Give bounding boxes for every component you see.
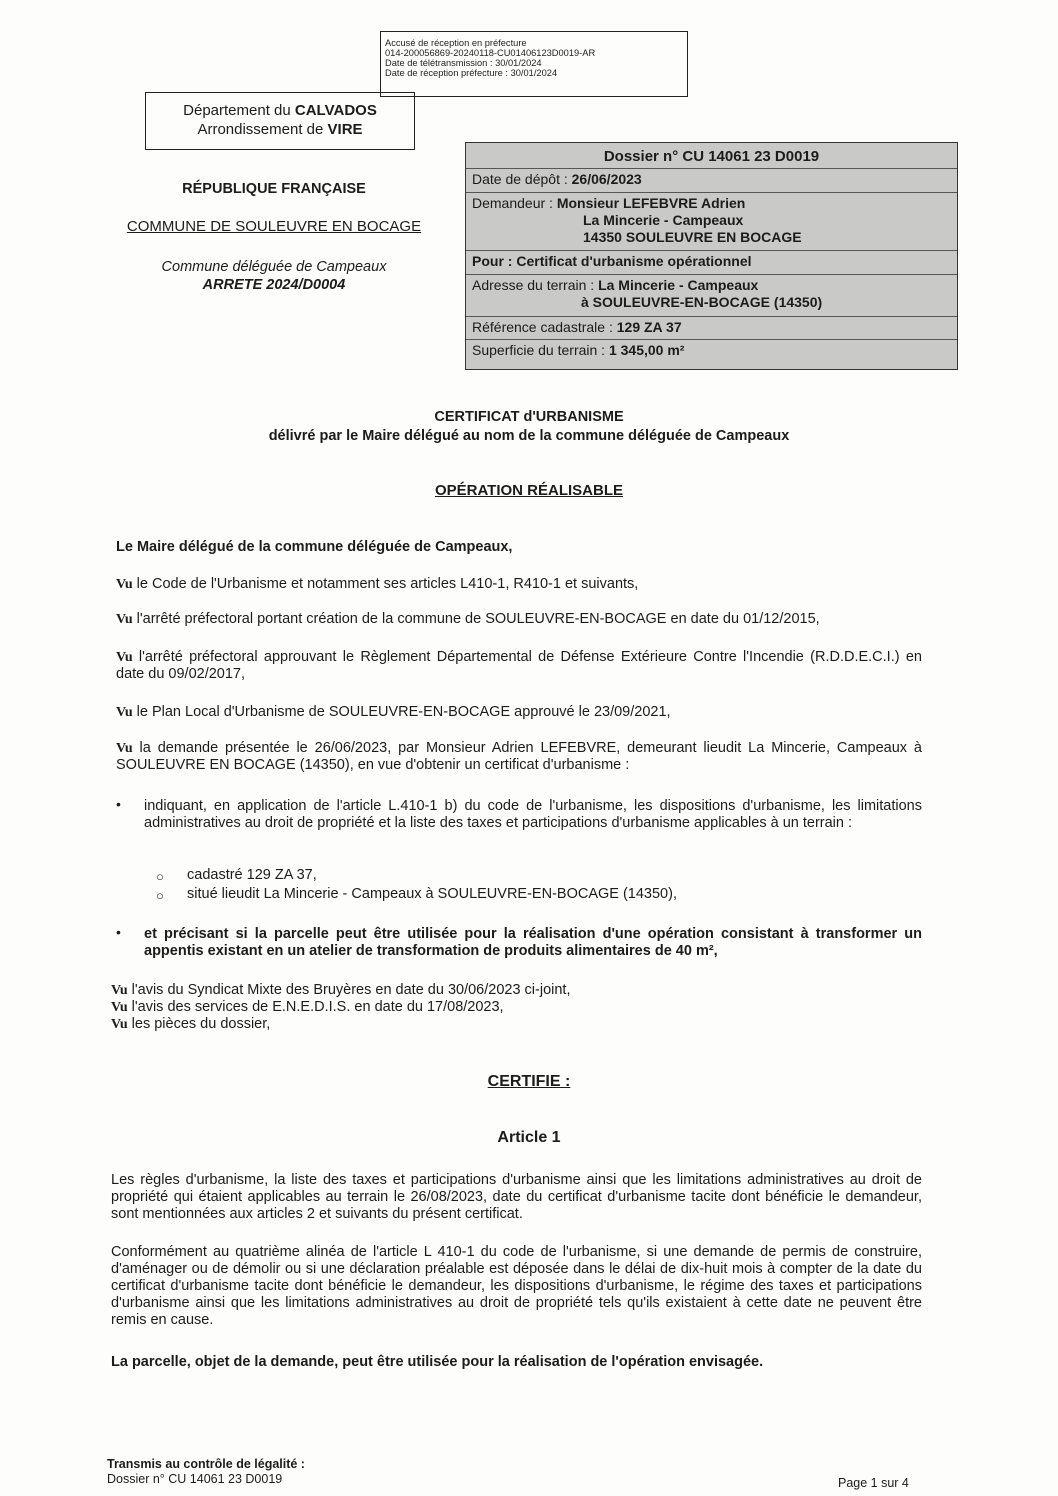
vu-paragraph xyxy=(116,704,922,721)
certificat-title: CERTIFICAT d'URBANISME xyxy=(434,409,624,425)
depot-label: Date de dépôt : xyxy=(472,171,572,187)
footer-transmission xyxy=(107,1457,305,1487)
footer-dossier-number: Dossier n° CU 14061 23 D0019 xyxy=(107,1472,283,1486)
vu-paragraph xyxy=(116,649,922,683)
reception-stamp xyxy=(380,31,688,97)
reference-label: Référence cadastrale : xyxy=(472,319,617,335)
article-paragraph: Conformément au quatrième alinéa de l'article L 410-1 du code de l'urbanisme, si une demande de permis de construire, d'aménager ou de démolir ou si une déclaration préalable est déposée dans le délai de dix-huit mois à compter de la date du certificat d'urbanisme tacite dont bénéficie le demandeur, les dispositions d'urbanisme, le régime des taxes et participations d'urbanisme ainsi que les limitations administratives au droit de propriété tels qu'ils existaient à cette date ne peuvent être remis en cause. xyxy=(111,1244,922,1328)
commune-deleguee-block xyxy=(124,258,424,294)
superficie-value: 1 345,00 m² xyxy=(608,342,685,358)
department-box xyxy=(145,92,415,150)
vu-word: Vu xyxy=(116,705,133,720)
reference-value: 129 ZA 37 xyxy=(616,319,682,335)
certificat-subtitle: délivré par le Maire délégué au nom de la commune déléguée de Campeaux xyxy=(268,428,790,444)
stamp-line: Accusé de réception en préfecture xyxy=(385,38,527,48)
article-paragraph: Les règles d'urbanisme, la liste des taxes et participations d'urbanisme ainsi que les limitations administratives au droit de propriété qui étaient applicables au terrain le 26/08/2023, date du certificat d'urbanisme tacite dont bénéficie le demandeur, sont mentionnées aux articles 2 et suivants du présent certificat. xyxy=(111,1172,922,1222)
vu-word: Vu xyxy=(116,741,133,756)
stamp-line: Date de télétransmission : 30/01/2024 xyxy=(385,58,542,68)
dossier-table xyxy=(465,142,958,370)
superficie-label: Superficie du terrain : xyxy=(472,342,609,358)
conclusion-paragraph: La parcelle, objet de la demande, peut être utilisée pour la réalisation de l'opération envisagée. xyxy=(111,1354,764,1370)
vu-paragraph xyxy=(116,611,922,628)
vu-text: l'arrêté préfectoral portant création de la commune de SOULEUVRE-EN-BOCAGE en date du 01/12/2015, xyxy=(132,611,820,627)
vu-text: le Plan Local d'Urbanisme de SOULEUVRE-EN-BOCAGE approuvé le 23/09/2021, xyxy=(132,704,671,720)
republique-heading: RÉPUBLIQUE FRANÇAISE xyxy=(182,181,366,197)
vu-line xyxy=(111,999,504,1016)
bullet-text: et précisant si la parcelle peut être utilisée pour la réalisation d'une opération consistant à transformer un appentis existant en un atelier de transformation de produits alimentaires de 40 m², xyxy=(144,926,922,959)
dossier-row-reference xyxy=(466,317,957,340)
dossier-number: Dossier n° CU 14061 23 D0019 xyxy=(466,143,957,169)
dossier-row-pour xyxy=(466,251,957,275)
vu-word: Vu xyxy=(111,1017,128,1032)
circle-bullet-icon: ○ xyxy=(156,888,164,903)
department-label: Département du xyxy=(183,102,295,119)
vu-text: l'avis des services de E.N.E.D.I.S. en date du 17/08/2023, xyxy=(127,999,504,1015)
vu-text: la demande présentée le 26/06/2023, par Monsieur Adrien LEFEBVRE, demeurant lieudit La Mincerie, Campeaux à SOULEUVRE EN BOCAGE (14350), en vue d'obtenir un certificat d'urbanisme : xyxy=(116,740,922,773)
vu-text: l'arrêté préfectoral approuvant le Règlement Départemental de Défense Extérieure Contre l'Incendie (R.D.D.E.C.I.) en date du 09/02/2017, xyxy=(116,649,922,682)
arrondissement-line xyxy=(146,120,414,139)
vu-text: l'avis du Syndicat Mixte des Bruyères en date du 30/06/2023 ci-joint, xyxy=(127,982,571,998)
maire-line: Le Maire délégué de la commune déléguée de Campeaux, xyxy=(116,539,513,555)
stamp-line: 014-200056869-20240118-CU01406123D0019-AR xyxy=(385,48,596,58)
demandeur-name: Monsieur LEFEBVRE Adrien xyxy=(556,195,746,211)
certifie-heading: CERTIFIE : xyxy=(487,1073,571,1090)
department-line xyxy=(146,101,414,120)
page-number: Page 1 sur 4 xyxy=(838,1476,909,1490)
vu-line xyxy=(111,1016,270,1033)
dossier-row-superficie xyxy=(466,340,957,367)
adresse-value: à SOULEUVRE-EN-BOCAGE (14350) xyxy=(581,294,823,310)
vu-text: le Code de l'Urbanisme et notamment ses articles L410-1, R410-1 et suivants, xyxy=(132,576,639,592)
circle-bullet-icon: ○ xyxy=(156,869,164,884)
arrondissement-label: Arrondissement de xyxy=(197,121,328,138)
arrondissement-name: VIRE xyxy=(327,121,363,138)
vu-line xyxy=(111,982,570,999)
arrete-number: ARRETE 2024/D0004 xyxy=(202,277,346,293)
commune-deleguee: Commune déléguée de Campeaux xyxy=(161,259,387,275)
sub-bullet-text: situé lieudit La Mincerie - Campeaux à SOULEUVRE-EN-BOCAGE (14350), xyxy=(187,886,677,902)
vu-text: les pièces du dossier, xyxy=(127,1016,271,1032)
demandeur-address-line: La Mincerie - Campeaux xyxy=(583,212,744,228)
adresse-value: La Mincerie - Campeaux xyxy=(598,277,759,293)
commune-heading: COMMUNE DE SOULEUVRE EN BOCAGE xyxy=(126,218,422,235)
demandeur-label: Demandeur : xyxy=(472,195,557,211)
depot-value: 26/06/2023 xyxy=(571,171,642,187)
bullet-icon: • xyxy=(116,796,121,812)
vu-word: Vu xyxy=(111,983,128,998)
stamp-line: Date de réception préfecture : 30/01/2024 xyxy=(385,68,558,78)
demandeur-address-line: 14350 SOULEUVRE EN BOCAGE xyxy=(583,229,802,245)
article-heading: Article 1 xyxy=(497,1129,561,1146)
vu-paragraph xyxy=(116,740,922,774)
dossier-row-demandeur xyxy=(466,193,957,251)
vu-word: Vu xyxy=(116,612,133,627)
footer-transmis-label: Transmis au contrôle de légalité : xyxy=(107,1457,305,1471)
vu-word: Vu xyxy=(116,650,133,665)
dossier-row-adresse xyxy=(466,275,957,317)
vu-word: Vu xyxy=(116,577,133,592)
bullet-icon: • xyxy=(116,924,121,940)
vu-paragraph xyxy=(116,576,922,593)
bullet-text: indiquant, en application de l'article L.410-1 b) du code de l'urbanisme, les dispositions d'urbanisme, les limitations administratives au droit de propriété et la liste des taxes et participations d'urbanisme applicables à un terrain : xyxy=(144,798,922,831)
dossier-row-depot xyxy=(466,169,957,193)
pour-label: Pour : xyxy=(472,253,517,269)
vu-word: Vu xyxy=(111,1000,128,1015)
department-name: CALVADOS xyxy=(294,102,377,119)
pour-value: Certificat d'urbanisme opérationnel xyxy=(516,253,752,269)
adresse-label: Adresse du terrain : xyxy=(472,277,599,293)
sub-bullet-text: cadastré 129 ZA 37, xyxy=(187,867,317,883)
operation-heading: OPÉRATION RÉALISABLE xyxy=(434,482,624,499)
